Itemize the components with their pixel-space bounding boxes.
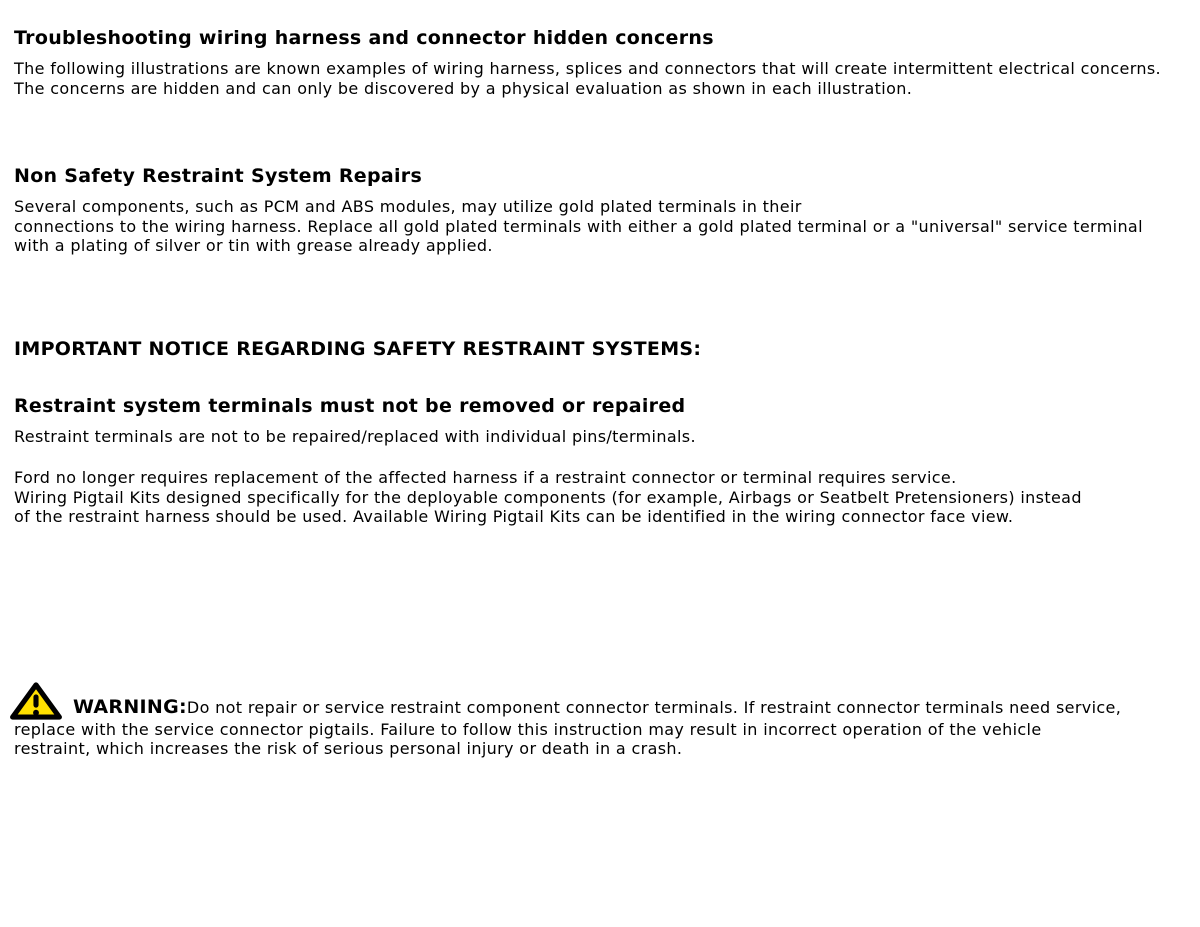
paragraph-line: with a plating of silver or tin with grease already applied. [14, 236, 493, 255]
paragraph-non-safety [14, 197, 1200, 256]
paragraph-line: restraint, which increases the risk of serious personal injury or death in a crash. [14, 739, 683, 758]
warning-exclamation-bar [33, 694, 38, 707]
warning-label: WARNING: [73, 696, 187, 718]
warning-first-line [14, 682, 1200, 720]
paragraph-line: of the restraint harness should be used. Available Wiring Pigtail Kits can be identified in the wiring connector face view. [14, 507, 1014, 526]
paragraph-line: connections to the wiring harness. Replace all gold plated terminals with either a gold plated terminal or a "universal" service terminal [14, 216, 1143, 236]
section-heading-troubleshooting: Troubleshooting wiring harness and connector hidden concerns [14, 27, 714, 49]
paragraph-restraint-rule [14, 427, 1200, 447]
warning-text: Do not repair or service restraint component connector terminals. If restraint connector terminals need service, [186, 698, 1122, 717]
section-heading-restraint-terminals: Restraint system terminals must not be removed or repaired [14, 394, 686, 417]
section-heading-important-notice: IMPORTANT NOTICE REGARDING SAFETY RESTRAINT SYSTEMS: [14, 337, 702, 360]
paragraph-line: The concerns are hidden and can only be discovered by a physical evaluation as shown in each illustration. [14, 78, 913, 98]
paragraph-line: Wiring Pigtail Kits designed specifically for the deployable components (for example, Airbags or Seatbelt Pretensioners) instead [14, 487, 1082, 507]
paragraph-line: Several components, such as PCM and ABS modules, may utilize gold plated terminals in their [14, 197, 802, 216]
paragraph-line: The following illustrations are known examples of wiring harness, splices and connectors that will create intermittent electrical concerns. [14, 59, 1161, 78]
warning-exclamation-dot [33, 709, 39, 715]
warning-text-line [73, 698, 1121, 718]
paragraph-line: Ford no longer requires replacement of the affected harness if a restraint connector or terminal requires service. [14, 468, 957, 487]
warning-block [14, 682, 1200, 759]
paragraph-line: replace with the service connector pigtails. Failure to follow this instruction may result in incorrect operation of the vehicle [14, 719, 1042, 739]
paragraph-troubleshooting [14, 59, 1200, 98]
warning-icon [9, 682, 63, 720]
section-heading-non-safety-repairs: Non Safety Restraint System Repairs [14, 165, 423, 187]
paragraph-restraint-policy [14, 468, 1200, 527]
paragraph-line: Restraint terminals are not to be repaired/replaced with individual pins/terminals. [14, 426, 696, 446]
